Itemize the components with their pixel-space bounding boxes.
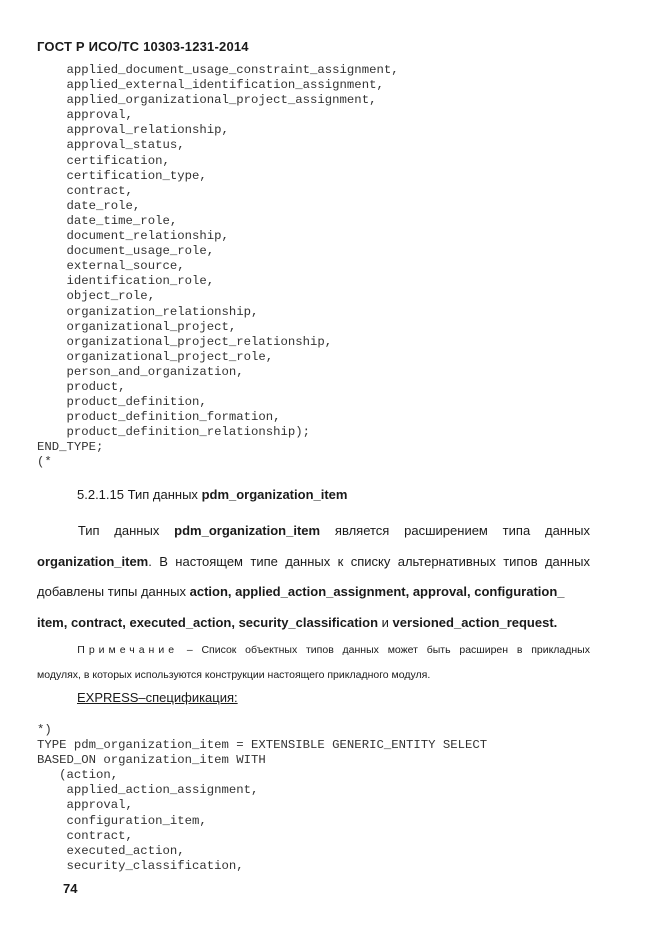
paragraph-text: является расширением типа данных <box>334 523 591 538</box>
code-line: TYPE pdm_organization_item = EXTENSIBLE GENERIC_ENTITY SELECT <box>37 738 488 753</box>
section-title-type: pdm_organization_item <box>201 487 348 502</box>
document-header: ГОСТ Р ИСО/ТС 10303-1231-2014 <box>37 39 249 54</box>
section-title-prefix: Тип данных <box>127 487 198 502</box>
type-name: versioned_action_request. <box>392 615 558 631</box>
type-name: pdm_organization_item <box>174 523 321 538</box>
code-line: (* <box>37 455 52 470</box>
section-number: 5.2.1.15 <box>77 487 124 502</box>
paragraph-text: Тип данных <box>77 523 160 538</box>
paragraph-line <box>37 547 590 578</box>
code-line: applied_external_identification_assignment, <box>37 78 384 93</box>
code-line: product_definition_formation, <box>37 410 281 425</box>
code-line: object_role, <box>37 289 156 304</box>
code-line: approval, <box>37 798 133 813</box>
code-line: date_time_role, <box>37 213 178 228</box>
paragraph-text: и <box>381 615 389 631</box>
note <box>37 638 590 688</box>
code-line: applied_action_assignment, <box>37 783 259 798</box>
code-line: certification_type, <box>37 168 207 183</box>
note-line: модулях, в которых используются конструкции настоящего прикладного модуля. <box>37 669 431 681</box>
code-line: approval_status, <box>37 138 185 153</box>
code-line: *) <box>37 723 52 737</box>
code-line: applied_organizational_project_assignment, <box>37 93 377 108</box>
code-line: product_definition, <box>37 395 207 410</box>
code-line: BASED_ON organization_item WITH <box>37 753 266 768</box>
paragraph-line <box>37 516 590 547</box>
code-line: date_role, <box>37 198 141 213</box>
code-line: executed_action, <box>37 843 185 858</box>
code-line: applied_document_usage_constraint_assignment, <box>37 63 399 77</box>
code-line: organization_relationship, <box>37 304 259 319</box>
code-line: certification, <box>37 153 170 168</box>
code-line: document_relationship, <box>37 229 229 244</box>
body-paragraph <box>37 516 590 639</box>
code-line: security_classification, <box>37 858 244 873</box>
express-spec-label: EXPRESS–спецификация: <box>77 690 238 705</box>
paragraph-text: добавлены типы данных <box>37 584 186 600</box>
code-line: product, <box>37 379 126 394</box>
note-dash: – <box>186 644 193 656</box>
code-line: END_TYPE; <box>37 440 104 455</box>
code-block-express-continuation <box>37 63 399 471</box>
paragraph-line <box>37 577 590 608</box>
paragraph-text: . В настоящем типе данных к списку альтернативных типов данных <box>148 553 590 569</box>
code-line: document_usage_role, <box>37 244 215 259</box>
code-line: organizational_project, <box>37 319 237 334</box>
code-line: organizational_project_relationship, <box>37 334 333 349</box>
code-line: contract, <box>37 828 133 843</box>
section-heading <box>77 487 347 502</box>
note-line <box>37 638 590 663</box>
code-line: person_and_organization, <box>37 364 244 379</box>
code-line: contract, <box>37 183 133 198</box>
type-list: action, applied_action_assignment, approval, configuration_ <box>189 584 565 600</box>
code-line: approval, <box>37 108 133 123</box>
type-name: organization_item <box>37 553 149 569</box>
code-block-express-spec <box>37 723 487 874</box>
code-line: approval_relationship, <box>37 123 229 138</box>
code-line: configuration_item, <box>37 813 207 828</box>
code-line: product_definition_relationship); <box>37 425 311 440</box>
code-line: external_source, <box>37 259 185 274</box>
code-line: organizational_project_role, <box>37 349 274 364</box>
note-label: Примечание <box>77 644 179 656</box>
page-number: 74 <box>63 881 78 896</box>
type-list: item, contract, executed_action, security_classification <box>37 615 379 631</box>
code-line: identification_role, <box>37 274 215 289</box>
code-line: (action, <box>37 768 119 783</box>
paragraph-line <box>37 608 590 639</box>
note-text: Список объектных типов данных может быть расширен в прикладных <box>201 644 590 656</box>
